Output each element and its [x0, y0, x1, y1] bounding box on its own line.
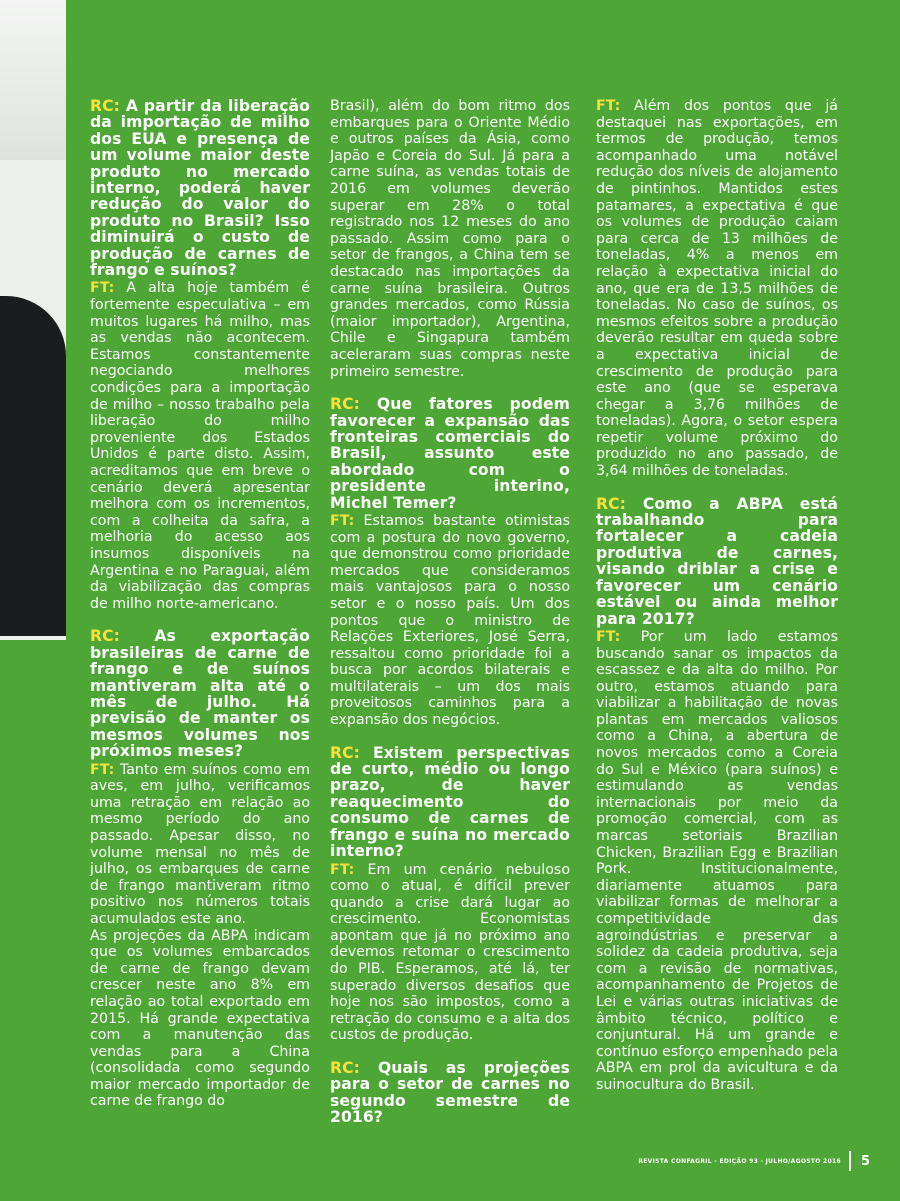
rc-label: RC:	[90, 627, 120, 646]
footer-divider	[849, 1151, 851, 1171]
ft-label: FT:	[330, 512, 355, 529]
question	[596, 496, 838, 627]
answer-text: Estamos bastante otimistas com a postura do novo governo, que demonstrou como prioridade mercados que consideramos mais vantajosos para o nosso setor e o nosso país. Um dos pontos que o ministro de Relações Exteriores, José Serra, ressaltou como prioridade foi a busca por acordos bilaterais e multilaterais – um dos mais proveitosos caminhos para a expansão dos negócios.	[330, 512, 570, 729]
answer	[90, 762, 310, 928]
rc-label: RC:	[90, 97, 120, 115]
ft-label: FT:	[90, 280, 115, 297]
page-number: 5	[860, 1153, 870, 1169]
magazine-info: REVISTA CONFAGRIL - EDIÇÃO 93 - JULHO/AGOSTO 2016	[638, 1157, 841, 1165]
question-text: As exportação brasileiras de carne de frango e de suínos mantiveram alta até o mês de julho. Há previsão de manter os mesmos volumes nos próximos meses?	[90, 627, 310, 761]
ft-label: FT:	[330, 861, 355, 878]
answer	[596, 98, 838, 480]
column-3	[596, 98, 838, 1110]
question	[330, 745, 570, 860]
question-text: Que fatores podem favorecer a expansão das fronteiras comerciais do Brasil, assunto este abordado com o presidente interino, Michel Temer?	[330, 395, 570, 512]
question	[330, 396, 570, 511]
answer	[330, 513, 570, 729]
answer	[330, 862, 570, 1045]
answer-text: A alta hoje também é fortemente especulativa – em muitos lugares há milho, mas as vendas não acontecem. Estamos constantemente negociando melhores condições para a importação de milho – nosso trabalho pela liberação do milho proveniente dos Estados Unidos é parte disto. Assim, acreditamos que em breve o cenário deverá apresentar melhora com os incrementos, com a colheita da safra, a melhoria do acesso aos insumos disponíveis na Argentina e no Paraguai, além da viabilização das compras de milho norte-americano.	[90, 280, 311, 612]
photo-bottom	[0, 640, 66, 1201]
answer-text: Tanto em suínos como em aves, em julho, verificamos uma retração em relação ao mesmo período do ano passado. Apesar disso, no volume mensal no mês de julho, os embarques de carne de frango mantiveram ritmo positivo nos números totais acumulados este ano.	[90, 761, 310, 927]
answer-text: Por um lado estamos buscando sanar os impactos da escassez e da alta do milho. Por outro, estamos atuando para viabilizar a habilitação de novas plantas em mercados valiosos como a China, a abertura de novos mercados como a Coreia do Sul e México (para suínos) e estimulando as vendas internacionais por meio da promoção comercial, com as marcas setoriais Brazilian Chicken, Brazilian Egg e Brazilian Pork. Institucionalmente, diariamente atuamos para viabilizar formas de melhorar a competitividade das agroindústrias e preservar a solidez da cadeia produtiva, seja com a revisão de normativas, acompanhamento de Projetos de Lei e várias outras iniciativas de âmbito técnico, político e conjuntural. Há um grande e contínuo esforço empenhado pela ABPA em prol da avicultura e da suinocultura do Brasil.	[596, 628, 838, 1093]
rc-label: RC:	[596, 494, 626, 513]
interviewee-photo	[0, 0, 66, 1201]
column-1	[90, 98, 310, 1110]
rc-label: RC:	[330, 395, 360, 414]
rc-label: RC:	[330, 743, 360, 762]
page-footer	[638, 1151, 870, 1171]
question-text: Como a ABPA está trabalhando para fortalecer a cadeia produtiva de carnes, visando driblar a crise e favorecer um cenário estável ou ainda melhor para 2017?	[596, 494, 839, 628]
question	[90, 98, 310, 278]
answer-text: Em um cenário nebuloso como o atual, é difícil prever quando a crise dará lugar ao crescimento. Economistas apontam que já no próximo ano devemos retomar o crescimento do PIB. Esperamos, até lá, ter superado diversos desafios que hoje nos são impostos, como a retração do consumo e a alta dos custos de produção.	[330, 861, 570, 1044]
rc-label: RC:	[330, 1059, 360, 1078]
ft-label: FT:	[90, 761, 115, 778]
answer	[596, 629, 838, 1094]
ft-label: FT:	[596, 628, 621, 645]
answer-text: Além dos pontos que já destaquei nas exportações, em termos de produção, temos acompanhado uma notável redução dos níveis de alojamento de pintinhos. Mantidos estes patamares, a expectativa é que os volumes de produção caiam para cerca de 13 milhões de toneladas, 4% a menos em relação à expectativa inicial do ano, que era de 13,5 milhões de toneladas. No caso de suínos, os mesmos efeitos sobre a produção deverão resultar em queda sobre a expectativa inicial de crescimento de produção para este ano (que se esperava chegar a 3,76 milhões de toneladas). Agora, o setor espera repetir volume próximo do produzido no ano passado, de 3,64 milhões de toneladas.	[596, 98, 838, 480]
answer-continuation: Brasil), além do bom ritmo dos embarques para o Oriente Médio e outros países da Ásia, como Japão e Coreia do Sul. Já para a carne suína, as vendas totais de 2016 em volumes deverão superar em 28% o total registrado nos 12 meses do ano passado. Assim como para o setor de frangos, a China tem se destacado nas importações da carne suína brasileira. Outros grandes mercados, como Rússia (maior importador), Argentina, Chile e Singapura também aceleraram suas compras neste primeiro semestre.	[330, 98, 570, 380]
ft-label: FT:	[596, 98, 621, 114]
answer	[90, 280, 310, 612]
photo-shirt	[0, 0, 66, 160]
column-2	[330, 98, 570, 1128]
question	[90, 628, 310, 759]
question-text: A partir da liberação da importação de milho dos EUA e presença de um volume maior deste produto no mercado interno, poderá haver redução do valor do produto no Brasil? Isso diminuirá o custo de produção de carnes de frango e suínos?	[90, 97, 310, 280]
question-text: Existem perspectivas de curto, médio ou longo prazo, de haver reaquecimento do consumo de carnes de frango e suína no mercado interno?	[330, 743, 570, 861]
question	[330, 1060, 570, 1126]
question-text: Quais as projeções para o setor de carnes no segundo semestre de 2016?	[330, 1059, 570, 1127]
photo-suit	[0, 296, 66, 636]
answer-paragraph: As projeções da ABPA indicam que os volumes embarcados de carne de frango devam crescer neste ano 8% em relação ao total exportado em 2015. Há grande expectativa com a manutenção das vendas para a China (consolidada como segundo maior mercado importador de carne de frango do	[90, 927, 310, 1110]
